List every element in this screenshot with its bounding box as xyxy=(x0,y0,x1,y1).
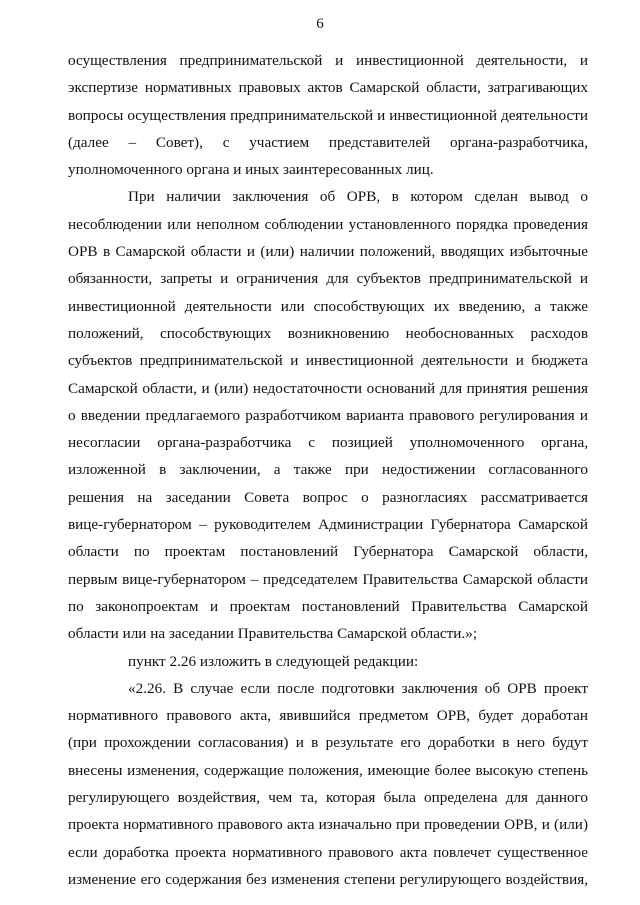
text-line: уполномоченного органа и иных заинтересованных лиц. xyxy=(68,161,434,179)
text-line: по законопроектам и проектам постановлений Правительства Самарской xyxy=(68,597,588,615)
text-line: «2.26. В случае если после подготовки заключения об ОРВ проект xyxy=(128,679,588,697)
text-line: (далее – Совет), с участием представителей органа-разработчика, xyxy=(68,133,588,151)
text-line: изложенной в заключении, а также при недостижении согласованного xyxy=(68,461,588,479)
text-line: вице-губернатором – руководителем Администрации Губернатора Самарской xyxy=(68,516,588,534)
text-line: ОРВ в Самарской области и (или) наличии положений, вводящих избыточные xyxy=(68,243,588,261)
text-line: субъектов предпринимательской и инвестиционной деятельности и бюджета xyxy=(68,352,588,370)
text-line: экспертизе нормативных правовых актов Самарской области, затрагивающих xyxy=(68,79,588,97)
text-line: внесены изменения, содержащие положения, имеющие более высокую степень xyxy=(68,761,588,779)
text-line: решения на заседании Совета вопрос о разногласиях рассматривается xyxy=(68,488,588,506)
text-line: области по проектам постановлений Губернатора Самарской области, xyxy=(68,543,588,561)
page-number: 6 xyxy=(316,16,324,32)
text-line: изменение его содержания без изменения степени регулирующего воздействия, xyxy=(68,870,588,888)
text-line: Самарской области, и (или) недостаточности оснований для принятия решения xyxy=(68,379,588,397)
text-line: если доработка проекта нормативного правового акта повлечет существенное xyxy=(68,843,588,861)
paragraph xyxy=(68,648,588,675)
text-line: несоблюдении или неполном соблюдении установленного порядка проведения xyxy=(68,215,588,233)
text-line: проекта нормативного правового акта изначально при проведении ОРВ, и (или) xyxy=(68,816,588,834)
text-line: первым вице-губернатором – председателем Правительства Самарской области xyxy=(68,570,588,588)
text-line: пункт 2.26 изложить в следующей редакции: xyxy=(128,652,419,670)
paragraph xyxy=(68,675,588,893)
text-line: обязанности, запреты и ограничения для субъектов предпринимательской и xyxy=(68,270,588,288)
text-line: осуществления предпринимательской и инвестиционной деятельности, и xyxy=(68,52,588,69)
text-line: несогласии органа-разработчика с позицией уполномоченного органа, xyxy=(68,434,588,452)
document-body xyxy=(68,47,588,893)
text-line: положений, способствующих возникновению необоснованных расходов xyxy=(68,324,588,342)
paragraph xyxy=(68,183,588,647)
text-line: При наличии заключения об ОРВ, в котором сделан вывод о xyxy=(128,188,588,206)
text-line: инвестиционной деятельности или способствующих их введению, а также xyxy=(68,297,588,315)
text-line: области или на заседании Правительства Самарской области.»; xyxy=(68,625,478,643)
text-line: вопросы осуществления предпринимательской и инвестиционной деятельности xyxy=(68,106,588,124)
text-line: о введении предлагаемого разработчиком варианта правового регулирования и xyxy=(68,406,588,424)
text-line: (при прохождении согласования) и в результате его доработки в него будут xyxy=(68,734,588,752)
text-line: регулирующего воздействия, чем та, которая была определена для данного xyxy=(68,789,588,807)
text-line: нормативного правового акта, явившийся предметом ОРВ, будет доработан xyxy=(68,707,588,725)
paragraph xyxy=(68,47,588,183)
